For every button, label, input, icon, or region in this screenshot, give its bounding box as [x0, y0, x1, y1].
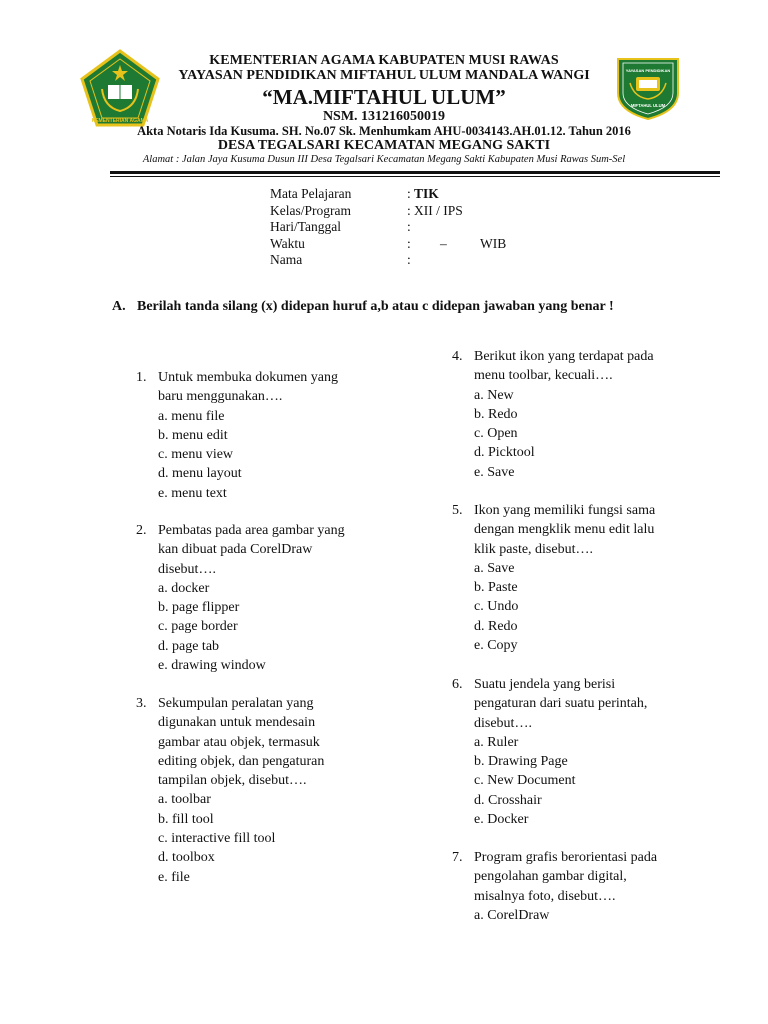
name-colon: : — [407, 252, 411, 267]
answer-option: a. toolbar — [158, 792, 211, 808]
answer-option: b. fill tool — [158, 811, 214, 827]
answer-option: c. New Document — [474, 773, 576, 789]
question-line: digunakan untuk mendesain — [158, 715, 316, 731]
answer-option: d. Crosshair — [474, 792, 542, 808]
question-line: Untuk membuka dokumen yang — [158, 370, 339, 385]
question-line: pengolahan gambar digital, — [474, 869, 627, 885]
question-line: Suatu jendela yang berisi — [474, 677, 616, 692]
yayasan-logo-top-text: YAYASAN PENDIDIKAN — [625, 68, 671, 73]
header-rule-thin — [110, 176, 720, 177]
question-line: misalnya foto, disebut…. — [474, 888, 616, 904]
address-line: Alamat : Jalan Jaya Kusuma Dusun III Desa Tegalsari Kecamatan Megang Sakti Kabupaten Musi Rawas Sum-Sel — [142, 154, 626, 165]
question-number: 4. — [452, 349, 463, 364]
answer-option: d. menu layout — [158, 466, 242, 482]
question-line: menu toolbar, kecuali…. — [474, 368, 613, 384]
question-line: klik paste, disebut…. — [474, 541, 593, 557]
answer-option: e. menu text — [158, 485, 227, 501]
answer-option: b. Redo — [474, 406, 518, 422]
question-line: baru menggunakan…. — [158, 389, 283, 405]
yayasan-logo-bottom-text: MIFTAHUL ULUM — [630, 103, 666, 108]
name-label: Nama — [270, 252, 303, 267]
time-dash: – — [440, 235, 447, 251]
answer-option: b. page flipper — [158, 600, 240, 616]
answer-option: d. Picktool — [474, 445, 535, 461]
subject-label: Mata Pelajaran — [270, 186, 352, 201]
question-number: 1. — [136, 370, 147, 385]
question-line: dengan mengklik menu edit lalu — [474, 522, 655, 538]
question-line: Sekumpulan peralatan yang — [158, 696, 314, 711]
answer-option: b. Drawing Page — [474, 754, 568, 770]
answer-option: e. file — [158, 869, 190, 885]
answer-option: c. page border — [158, 619, 238, 635]
akta-line: Akta Notaris Ida Kusuma. SH. No.07 Sk. Menhumkam AHU-0034143.AH.01.12. Tahun 2016 — [137, 124, 631, 138]
time-unit: WIB — [480, 235, 507, 251]
answer-option: a. menu file — [158, 408, 225, 424]
question-number: 3. — [136, 696, 147, 711]
class-label: Kelas/Program — [270, 202, 351, 218]
answer-option: c. Open — [474, 426, 518, 442]
ministry-line: KEMENTERIAN AGAMA KABUPATEN MUSI RAWAS — [209, 53, 559, 68]
question-line: disebut…. — [474, 715, 532, 731]
answer-option: b. Paste — [474, 580, 518, 596]
answer-option: b. menu edit — [158, 427, 228, 443]
question-number: 6. — [452, 677, 463, 692]
question-line: Program grafis berorientasi pada — [474, 850, 658, 865]
school-name: “MA.MIFTAHUL ULUM” — [262, 85, 506, 109]
answer-option: d. toolbox — [158, 850, 215, 866]
date-label: Hari/Tanggal — [270, 219, 342, 234]
question-line: pengaturan dari suatu perintah, — [474, 696, 648, 712]
answer-option: e. Save — [474, 464, 515, 480]
answer-option: e. Copy — [474, 638, 518, 654]
answer-option: c. Undo — [474, 599, 519, 615]
date-colon: : — [407, 219, 411, 234]
nsm-line: NSM. 131216050019 — [322, 109, 446, 124]
class-colon: : — [407, 202, 411, 218]
question-line: Ikon yang memiliki fungsi sama — [474, 503, 656, 518]
header-rule-thick — [110, 171, 720, 174]
section-letter: A. — [112, 299, 126, 314]
answer-option: d. page tab — [158, 638, 220, 654]
question-line: Berikut ikon yang terdapat pada — [474, 349, 654, 364]
question-line: disebut…. — [158, 561, 216, 577]
answer-option: c. menu view — [158, 447, 234, 463]
question-line: gambar atau objek, termasuk — [158, 734, 320, 750]
question-number: 5. — [452, 503, 463, 518]
kemenag-logo-text: KEMENTERIAN AGAMA — [91, 118, 149, 124]
time-label: Waktu — [270, 235, 305, 251]
answer-option: e. drawing window — [158, 658, 266, 674]
answer-option: a. CorelDraw — [474, 907, 550, 923]
question-line: tampilan objek, disebut…. — [158, 773, 307, 789]
answer-option: a. Save — [474, 560, 515, 576]
question-line: editing objek, dan pengaturan — [158, 753, 325, 769]
answer-option: c. interactive fill tool — [158, 831, 276, 847]
question-number: 2. — [136, 523, 147, 538]
answer-option: d. Redo — [474, 618, 518, 634]
subject-value: TIK — [414, 186, 439, 201]
answer-option: e. Docker — [474, 812, 529, 828]
time-colon: : — [407, 235, 411, 251]
answer-option: a. New — [474, 387, 514, 403]
subject-colon: : — [407, 186, 411, 201]
section-text: Berilah tanda silang (x) didepan huruf a,b atau c didepan jawaban yang benar ! — [137, 299, 614, 314]
question-number: 7. — [452, 850, 463, 865]
question-line: Pembatas pada area gambar yang — [158, 523, 345, 538]
answer-option: a. Ruler — [474, 734, 519, 750]
foundation-line: YAYASAN PENDIDIKAN MIFTAHUL ULUM MANDALA WANGI — [178, 68, 590, 83]
village-line: DESA TEGALSARI KECAMATAN MEGANG SAKTI — [217, 138, 551, 153]
question-line: kan dibuat pada CorelDraw — [158, 542, 313, 558]
class-value: XII / IPS — [414, 202, 463, 218]
answer-option: a. docker — [158, 580, 210, 596]
